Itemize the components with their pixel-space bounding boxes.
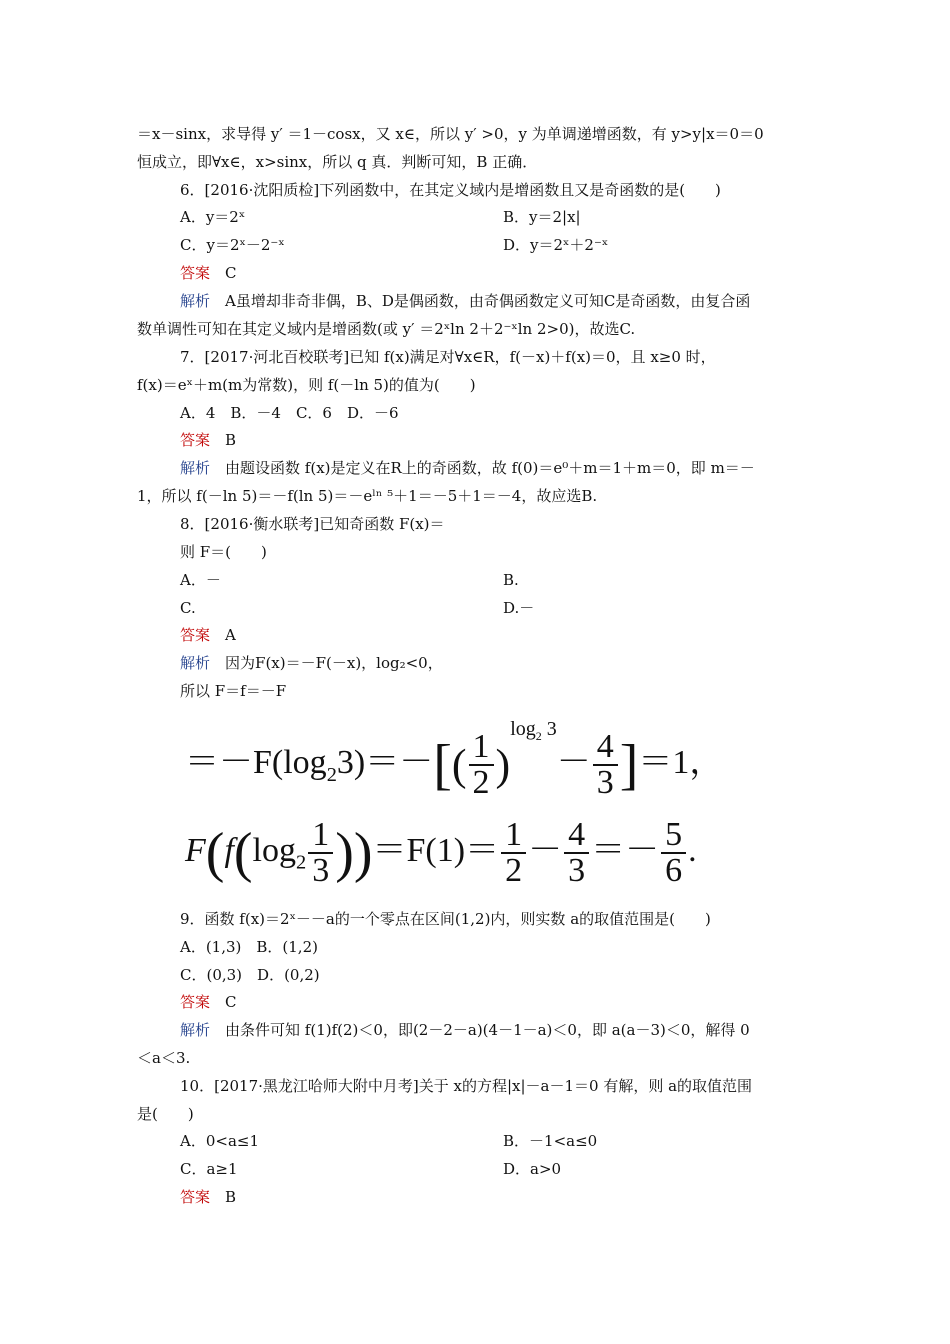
option-a: A．0<a≤1 [180, 1132, 259, 1150]
answer-value: C [225, 993, 237, 1011]
denominator: 6 [665, 852, 683, 889]
option-c: C. [180, 599, 196, 617]
answer-value: B [225, 431, 237, 449]
eq-text: ＝1， [638, 744, 724, 781]
option-a: A．y＝2ˣ [180, 208, 246, 226]
right-bracket: ] [619, 734, 639, 797]
exp-sub: 2 [535, 729, 542, 743]
fraction [661, 818, 686, 888]
right-paren: ) [353, 822, 373, 884]
explanation-line [180, 458, 755, 478]
eq-text: ＝－F(log [185, 744, 327, 781]
option-d: D．y＝2ˣ＋2⁻ˣ [503, 236, 609, 254]
explanation-text: 数单调性可知在其定义域内是增函数(或 y′ ＝2ˣln 2＋2⁻ˣln 2>0)，故选C. [137, 320, 636, 338]
answer-line [180, 1187, 236, 1207]
exp-text: 3 [541, 718, 557, 740]
option-c: C．y＝2ˣ－2⁻ˣ [180, 236, 285, 254]
right-paren: ) [495, 740, 511, 790]
eq-text: ＝F(1)＝ [372, 831, 500, 869]
exponent [510, 718, 557, 743]
eq-text: － [556, 744, 591, 781]
question-10-cont: 是( ) [137, 1105, 194, 1123]
right-paren: ) [335, 822, 354, 884]
answer-label: 答案 [180, 431, 211, 449]
answer-line [180, 625, 236, 645]
eq-text: . [688, 831, 697, 869]
answer-line [180, 992, 237, 1012]
explanation-text: 1，所以 f(－ln 5)＝－f(ln 5)＝－eˡⁿ ⁵＋1＝－5＋1＝－4，故应选B. [137, 487, 598, 505]
equation-1 [185, 718, 723, 800]
answer-line [180, 430, 236, 450]
option-d: D．a>0 [503, 1160, 562, 1178]
denominator: 3 [568, 852, 586, 889]
numerator: 1 [308, 818, 333, 854]
eq-text: log [252, 831, 296, 869]
question-9: 9．函数 f(x)＝2ˣ－－a的一个零点在区间(1,2)内，则实数 a的取值范围是( ) [180, 910, 711, 928]
explanation-text: 由条件可知 f(1)f(2)＜0，即(2－2－a)(4－1－a)＜0，即 a(a－3)＜0，解得 0 [225, 1021, 750, 1039]
eq-text: f [224, 831, 234, 869]
fraction [501, 818, 526, 888]
question-7-cont: f(x)＝eˣ＋m(m为常数)，则 f(－ln 5)的值为( ) [137, 376, 476, 394]
eq-text: F [185, 831, 206, 869]
option-b: B. [503, 571, 519, 589]
denominator: 3 [596, 764, 614, 802]
explanation-line [180, 1020, 750, 1040]
option-d: D.－ [503, 599, 535, 617]
eq-text: ＝－ [591, 831, 660, 869]
question-8: 8．[2016·衡水联考]已知奇函数 F(x)＝ [180, 515, 445, 533]
explanation-label: 解析 [180, 459, 211, 477]
answer-label: 答案 [180, 264, 211, 282]
eq-text: 3)＝－ [336, 744, 434, 781]
explanation-label: 解析 [180, 654, 211, 672]
exp-text: log [510, 718, 536, 740]
answer-line [180, 263, 237, 283]
numerator: 5 [661, 818, 686, 854]
numerator: 1 [469, 730, 494, 766]
options: C．(0,3) D．(0,2) [180, 966, 320, 984]
numerator: 1 [501, 818, 526, 854]
fraction [593, 730, 618, 800]
explanation-text: A虽增却非奇非偶，B、D是偶函数，由奇偶函数定义可知C是奇函数，由复合函 [225, 292, 751, 310]
numerator: 4 [564, 818, 589, 854]
left-paren: ( [205, 822, 225, 884]
option-b: B．y＝2|x| [503, 208, 581, 226]
fraction [469, 730, 494, 800]
explanation-label: 解析 [180, 1021, 211, 1039]
eq-text: － [528, 831, 563, 869]
option-c: C．a≥1 [180, 1160, 238, 1178]
question-10: 10．[2017·黑龙江哈师大附中月考]关于 x的方程|x|－a－1＝0 有解，则 a的取值范围 [180, 1077, 753, 1095]
left-paren: ( [451, 740, 467, 790]
question-7: 7．[2017·河北百校联考]已知 f(x)满足对∀x∈R，f(－x)＋f(x)＝0，且 x≥0 时， [180, 348, 716, 366]
explanation-text: 所以 F＝f＝－F [180, 682, 287, 700]
fraction [308, 818, 333, 888]
denominator: 2 [472, 764, 490, 802]
equation-2 [185, 818, 697, 888]
answer-value: C [225, 264, 237, 282]
options: A．4 B．－4 C．6 D．－6 [180, 404, 399, 422]
answer-label: 答案 [180, 993, 211, 1011]
explanation-label: 解析 [180, 292, 211, 310]
explanation-line [180, 291, 750, 311]
denominator: 3 [312, 852, 330, 889]
left-bracket: [ [433, 734, 452, 797]
fraction [564, 818, 589, 888]
explanation-text: 因为F(x)＝－F(－x)，log₂<0， [225, 654, 443, 672]
explanation-text: 由题设函数 f(x)是定义在R上的奇函数，故 f(0)＝e⁰＋m＝1＋m＝0，即 m＝－ [225, 459, 755, 477]
text-line: 恒成立，即∀x∈，x>sinx，所以 q 真．判断可知，B 正确． [137, 153, 538, 171]
answer-value: A [225, 626, 236, 644]
numerator: 4 [593, 730, 618, 766]
answer-label: 答案 [180, 626, 211, 644]
left-paren: ( [233, 822, 253, 884]
eq-sub: 2 [326, 763, 337, 786]
explanation-line [180, 653, 443, 673]
option-b: B．－1<a≤0 [503, 1132, 598, 1150]
denominator: 2 [505, 852, 523, 889]
answer-value: B [225, 1188, 237, 1206]
eq-sub: 2 [296, 851, 307, 874]
question-8-cont: 则 F＝( ) [180, 543, 267, 561]
option-a: A．－ [180, 571, 221, 589]
options: A．(1,3) B．(1,2) [180, 938, 318, 956]
text-line: ＝x－sinx，求导得 y′ ＝1－cosx，又 x∈，所以 y′ >0，y 为单调递增函数，有 y>y|x＝0＝0 [137, 125, 764, 143]
answer-label: 答案 [180, 1188, 211, 1206]
question-6: 6．[2016·沈阳质检]下列函数中，在其定义域内是增函数且又是奇函数的是( ) [180, 181, 721, 199]
explanation-text: ＜a＜3. [137, 1049, 191, 1067]
